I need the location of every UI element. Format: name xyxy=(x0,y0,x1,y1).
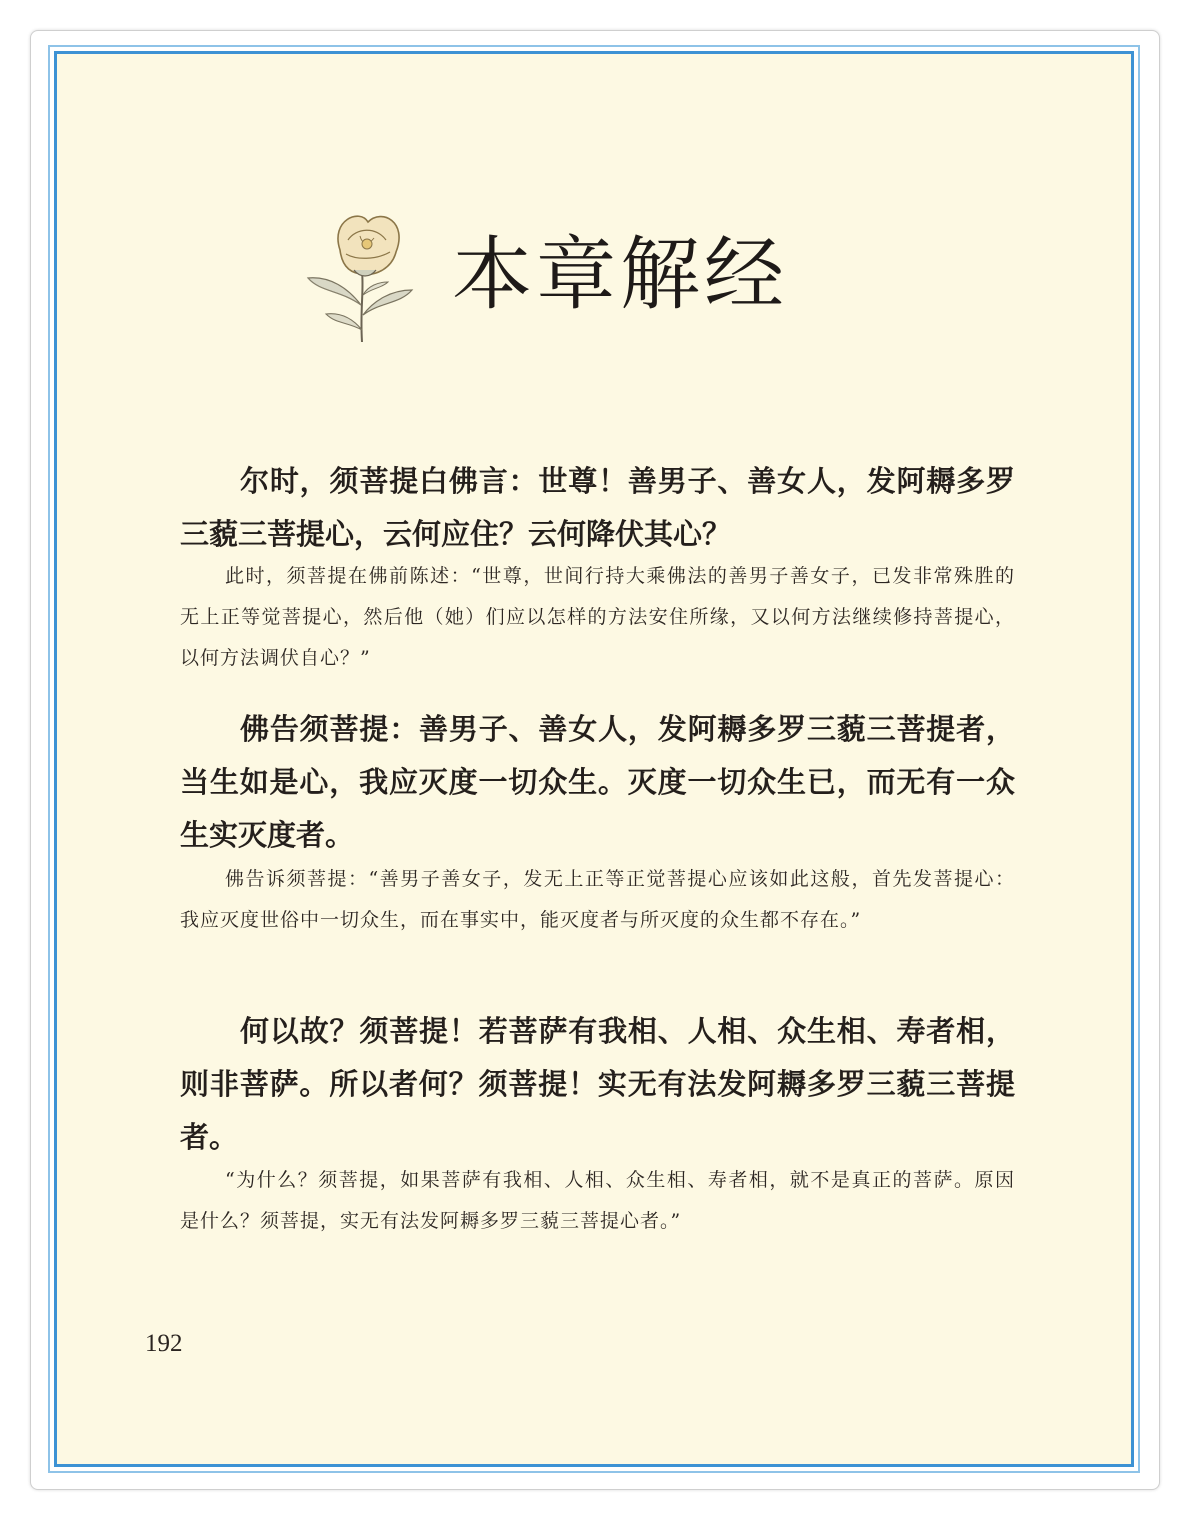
gloss-paragraph-3: “为什么？须菩提，如果菩萨有我相、人相、众生相、寿者相，就不是真正的菩萨。原因是什么？须菩提，实无有法发阿耨多罗三藐三菩提心者。” xyxy=(180,1169,1015,1232)
sutra-paragraph-2: 佛告须菩提：善男子、善女人，发阿耨多罗三藐三菩提者，当生如是心，我应灭度一切众生。灭度一切众生已，而无有一众生实灭度者。 xyxy=(180,712,1015,852)
chapter-heading xyxy=(300,210,860,350)
chapter-title: 本章解经 xyxy=(452,228,788,321)
page-number: 192 xyxy=(145,1330,183,1357)
gloss-paragraph-2: 佛告诉须菩提：“善男子善女子，发无上正等正觉菩提心应该如此这般，首先发菩提心：我应灭度世俗中一切众生，而在事实中，能灭度者与所灭度的众生都不存在。” xyxy=(180,868,1015,931)
sutra-paragraph-1: 尔时，须菩提白佛言：世尊！善男子、善女人，发阿耨多罗三藐三菩提心，云何应住？云何降伏其心？ xyxy=(180,464,1015,551)
rose-flower-icon xyxy=(300,210,430,345)
gloss-paragraph-1: 此时，须菩提在佛前陈述：“世尊，世间行持大乘佛法的善男子善女子，已发非常殊胜的无上正等觉菩提心，然后他（她）们应以怎样的方法安住所缘，又以何方法继续修持菩提心，以何方法调伏自心？” xyxy=(180,565,1015,669)
sutra-paragraph-3: 何以故？须菩提！若菩萨有我相、人相、众生相、寿者相，则非菩萨。所以者何？须菩提！实无有法发阿耨多罗三藐三菩提者。 xyxy=(180,1014,1015,1154)
